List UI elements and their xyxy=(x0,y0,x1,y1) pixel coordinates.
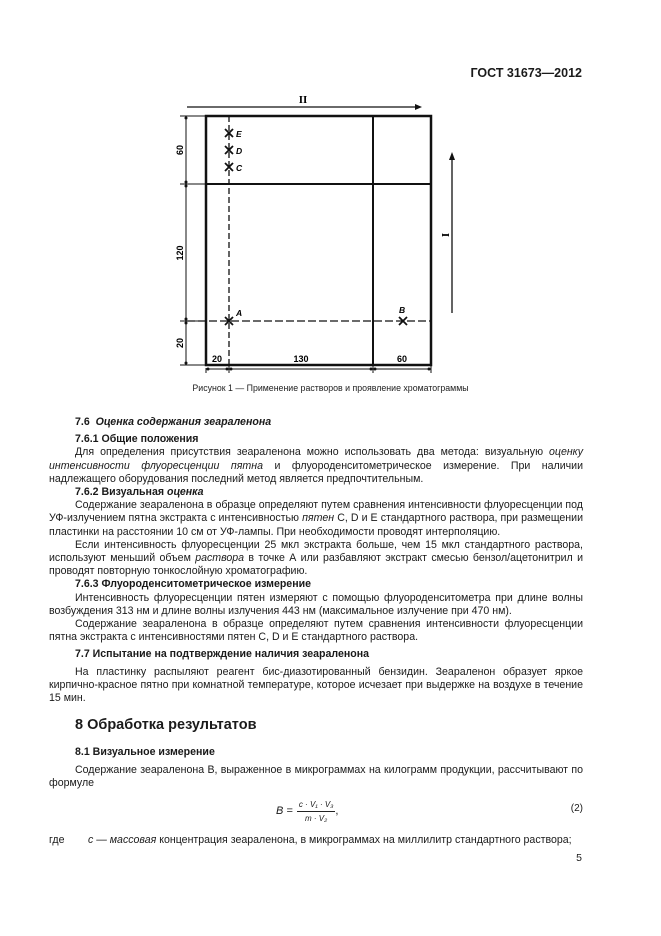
page-number: 5 xyxy=(576,852,582,864)
figure-chromatogram-diagram xyxy=(160,85,480,385)
spot-label-a: A xyxy=(236,308,243,318)
formula-legend: где c — массовая концентрация зеараленона, в микрограммах на миллилитр стандартного раствора; xyxy=(49,834,572,847)
svg-text:60: 60 xyxy=(396,354,408,364)
section-7-6-1-heading: 7.6.1 Общие положения xyxy=(75,433,199,446)
paragraph: Интенсивность флуоресценции пятен измеряют с помощью флуороденситометра при длине волны возбуждения 313 нм и длине волны излучения 443 нм (максимальное излучение при 470 нм). xyxy=(49,591,583,617)
section-7-6-heading: 7.6 Оценка содержания зеараленона xyxy=(75,416,272,428)
section-8-heading: 8 Обработка результатов xyxy=(75,717,257,734)
section-7-6-3-heading: 7.6.3 Флуороденситометрическое измерение xyxy=(75,578,312,591)
chromatogram-plate-drawing xyxy=(160,85,480,385)
svg-text:20: 20 xyxy=(211,354,223,364)
paragraph: Если интенсивность флуоресценции 25 мкл экстракта больше, чем 15 мкл стандартного раствора, используют меньший объем раствора в точке А или разбавляют экстракт смесью бензол/ацетонитрил и проводят повторную тонкослойную хроматографию. xyxy=(49,538,583,578)
paragraph: Содержание зеараленона В, выраженное в микрограммах на килограмм продукции, рассчитывают по формуле xyxy=(49,763,583,789)
svg-text:20: 20 xyxy=(175,337,185,349)
svg-text:120: 120 xyxy=(175,245,185,261)
paragraph: На пластинку распыляют реагент бис-диазотированный бензидин. Зеараленон образует яркое кирпично-красное пятно при комнатной температуре, которое исчезает при выдержке на воздухе в течение 15 мин. xyxy=(49,665,583,705)
figure-caption: Рисунок 1 — Применение растворов и проявление хроматограммы xyxy=(192,383,469,393)
direction-label-ii: II xyxy=(298,94,308,106)
paragraph: Для определения присутствия зеараленона можно использовать два метода: визуальную оценку интенсивности флуоресценции пятна и флуороденситометрическое измерение. При наличии надлежащего оборудования последний метод является предпочтительным. xyxy=(49,446,584,485)
document-standard-number: ГОСТ 31673—2012 xyxy=(470,66,582,80)
spot-label-d: D xyxy=(236,146,243,156)
spot-label-c: C xyxy=(236,163,243,173)
formula-2 xyxy=(49,796,583,830)
svg-text:60: 60 xyxy=(175,144,185,156)
spot-label-b: B xyxy=(399,305,406,315)
svg-text:130: 130 xyxy=(293,354,309,364)
direction-label-i: I xyxy=(440,232,452,238)
section-7-6-2-heading: 7.6.2 Визуальная оценка xyxy=(75,486,204,499)
document-body xyxy=(49,416,583,847)
paragraph: Содержание зеараленона в образце определяют путем сравнения интенсивности флуоресценции под УФ-излучением пятна экстракта с интенсивностью пятен С, D и Е стандартного раствора, при размещении пластинки на расстоянии 10 см от УФ-лампы. При необходимости проводят интерполяцию. xyxy=(49,499,583,538)
section-7-7-heading: 7.7 Испытание на подтверждение наличия зеараленона xyxy=(75,648,370,661)
formula-expression: B = $\frac{\text{c · V₁ · V₃}}{\text{m · V₂}}$ , xyxy=(276,798,338,825)
section-8-1-heading: 8.1 Визуальное измерение xyxy=(75,746,215,759)
spot-label-e: E xyxy=(236,129,242,139)
paragraph: Содержание зеараленона в образце определяют путем сравнения интенсивности флуоресценции пятна экстракта с интенсивностями пятен С, D и Е стандартного раствора. xyxy=(49,618,583,644)
formula-number: (2) xyxy=(570,803,583,815)
formula-fraction: $\frac{\text{c · V₁ · V₃}}{\text{m · V₂}}$ xyxy=(298,800,334,824)
